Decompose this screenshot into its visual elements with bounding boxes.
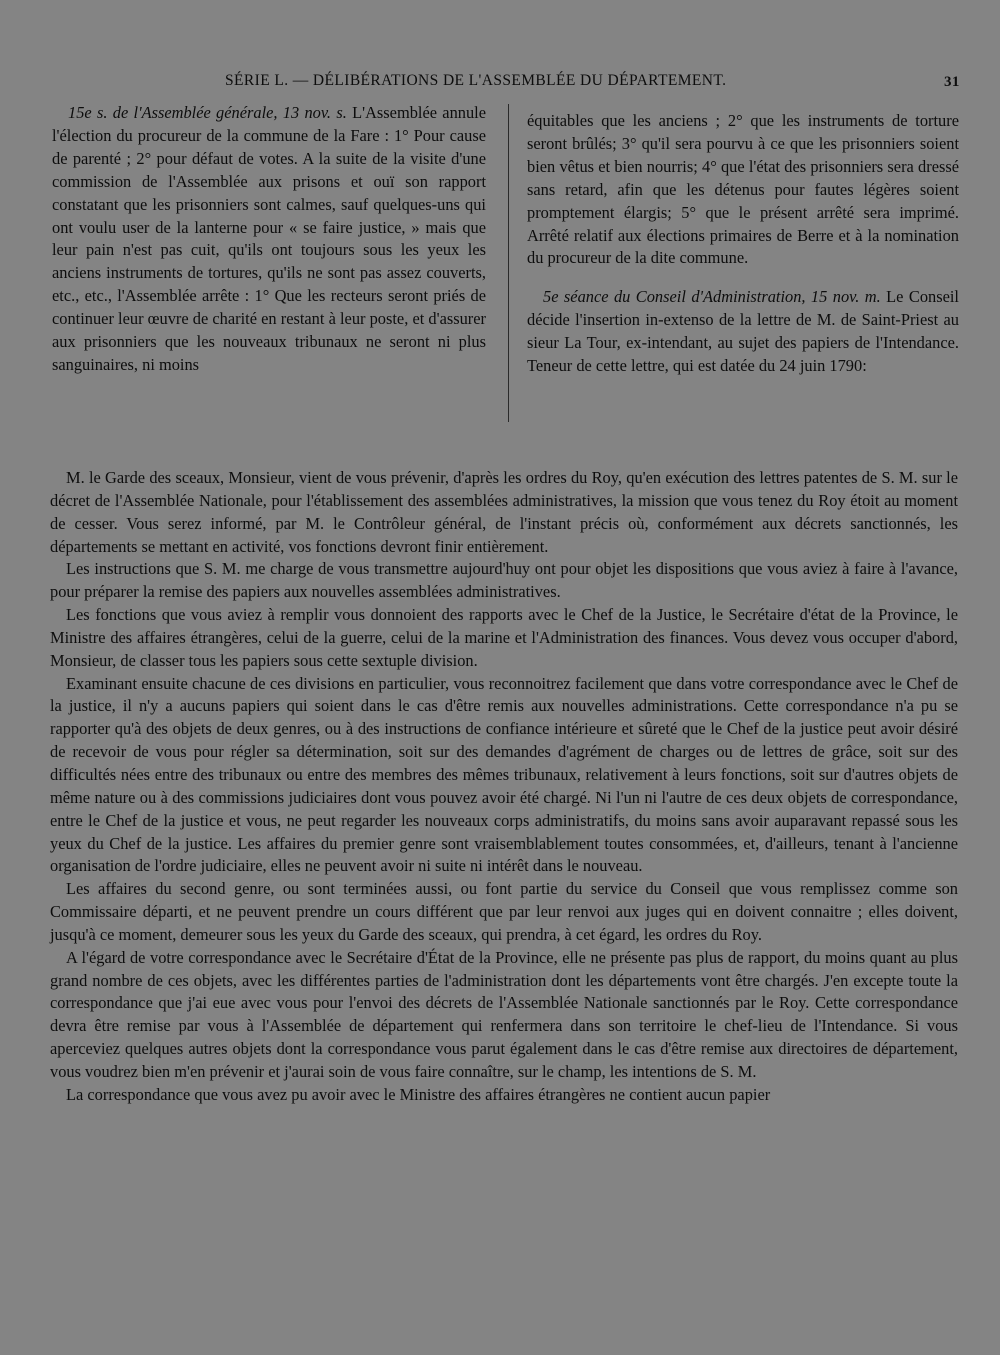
- letter-paragraph: A l'égard de votre correspondance avec le Secrétaire d'État de la Province, elle ne présente pas plus de rapport, du moins quant au plus grand nombre de ces objets, avec les différentes parties de l'administration dont les départements vont être chargés. J'en excepte toute la correspondance que j'ai eue avec vous pour l'envoi des décrets de l'Assemblée Nationale sanctionnés par le Roy. Cette correspondance devra être remise par vous à l'Assemblée de département qui renfermera dans son territoire le chef-lieu de l'Intendance. Si vous aperceviez quelques autres objets dont la correspondance vous parut également dans le cas d'être remise aux directoires de département, vous voudrez bien m'en prévenir et j'aurai soin de vous faire connaître, sur le champ, les intentions de S. M.: [50, 947, 958, 1081]
- running-title: SÉRIE L. — DÉLIBÉRATIONS DE L'ASSEMBLÉE DU DÉPARTEMENT.: [225, 72, 727, 89]
- left-column: [52, 102, 486, 377]
- left-paragraph: [52, 102, 486, 377]
- letter-paragraph: Examinant ensuite chacune de ces divisions en particulier, vous reconnoitrez facilement que dans votre correspondance avec le Chef de la justice, il n'y a aucuns papiers qui soient dans le cas d'être remis aux nouvelles administrations. Cette correspondance n'a pu se rapporter qu'à des objets de deux genres, ou à des instructions de confiance intérieure et sûreté que le Chef de la justice peut avoir désiré de recevoir de vous pour régler sa détermination, soit sur des demandes d'agrément de charges ou de lettres de grâce, soit sur des difficultés nées entre des tribunaux ou entre des membres des mêmes tribunaux, relativement à leurs fonctions, soit sur d'autres objets de même nature ou à des commissions judiciaires dont vous pouvez avoir été chargé. Ni l'un ni l'autre de ces deux objets de correspondance, entre le Chef de la justice et vous, ne peut regarder les nouveaux corps administratifs, du moins sans avoir auparavant repassé sous les yeux du Chef de la justice. Les affaires du premier genre sont vraisemblablement toutes consommées, et, d'ailleurs, tenant à l'ancienne organisation de l'ordre judiciaire, elles ne peuvent avoir ni suite ni intérêt dans le nouveau.: [50, 673, 958, 876]
- letter-paragraph: Les affaires du second genre, ou sont terminées aussi, ou font partie du service du Conseil que vous remplissez comme son Commissaire départi, et ne peuvent prendre un cours différent que par leur renvoi aux juges qui en doivent connaitre ; elles doivent, jusqu'à ce moment, demeurer sous les yeux du Garde des sceaux, qui prendra, à cet égard, les ordres du Roy.: [50, 879, 958, 944]
- continued-paragraph: équitables que les anciens ; 2° que les instruments de torture seront brûlés; 3° qu'il sera pourvu à ce que les prisonniers soient bien vêtus et bien nourris; 4° que l'état des prisonniers sera dressé sans retard, afin que les détenus pour fautes légères soient promptement élargis; 5° que le présent arrêté sera imprimé. Arrêté relatif aux élections primaires de Berre et à la nomination du procureur de la dite commune.: [527, 111, 959, 268]
- letter-body: [50, 467, 958, 1107]
- page-number: 31: [944, 74, 960, 90]
- right-column: [527, 110, 959, 378]
- council-heading: 5e séance du Conseil d'Administration, 15 nov. m.: [543, 287, 881, 307]
- letter-paragraph: La correspondance que vous avez pu avoir avec le Ministre des affaires étrangères ne contient aucun papier: [66, 1084, 771, 1104]
- letter-paragraph: M. le Garde des sceaux, Monsieur, vient de vous prévenir, d'après les ordres du Roy, qu'en exécution des lettres patentes de S. M. sur le décret de l'Assemblée Nationale, pour l'établissement des assemblées administratives, la mission que vous tenez du Roy étoit au moment de cesser. Vous serez informé, par M. le Contrôleur général, de l'instant précis où, conformément aux décrets sanctionnés, les départements se mettant en activité, vos fonctions devront finir entièrement.: [50, 468, 958, 556]
- column-divider: [508, 104, 509, 422]
- session-text: L'Assemblée annule l'élection du procureur de la commune de la Fare : 1° Pour cause de parenté ; 2° pour défaut de votes. A la suite de la visite d'une commission de l'Assemblée aux prisons et ouï son rapport constatant que les prisonniers sont calmes, sauf quelques-uns qui ont voulu user de la lanterne pour « se faire justice, » mais que leur pain n'est pas cuit, qu'ils ont toujours sous les yeux les anciens instruments de tortures, qu'ils ne sont pas assez couverts, etc., etc., l'Assemblée arrête : 1° Que les recteurs seront priés de continuer leur œuvre de charité en restant à leur poste, et d'assurer aux prisonniers que les nouveaux tribunaux ne seront ni plus sanguinaires, ni moins: [52, 103, 486, 374]
- council-paragraph: [527, 286, 959, 378]
- letter-paragraph: Les fonctions que vous aviez à remplir vous donnoient des rapports avec le Chef de la Justice, le Secrétaire d'état de la Province, le Ministre des affaires étrangères, celui de la guerre, celui de la marine et l'Administration des finances. Vous devez vous occuper d'abord, Monsieur, de classer tous les papiers sous cette sextuple division.: [50, 605, 958, 670]
- session-heading: 15e s. de l'Assemblée générale, 13 nov. s.: [68, 103, 347, 122]
- letter-paragraph: Les instructions que S. M. me charge de vous transmettre aujourd'huy ont pour objet les dispositions que vous aviez à faire à l'avance, pour préparer la remise des papiers aux nouvelles assemblées administratives.: [50, 559, 958, 602]
- council-text: Le Conseil décide l'insertion in-extenso de la lettre de M. de Saint-Priest au sieur La Tour, ex-intendant, au sujet des papiers de l'Intendance. Teneur de cette lettre, qui est datée du 24 juin 1790:: [527, 287, 959, 376]
- page-header: [0, 72, 1000, 98]
